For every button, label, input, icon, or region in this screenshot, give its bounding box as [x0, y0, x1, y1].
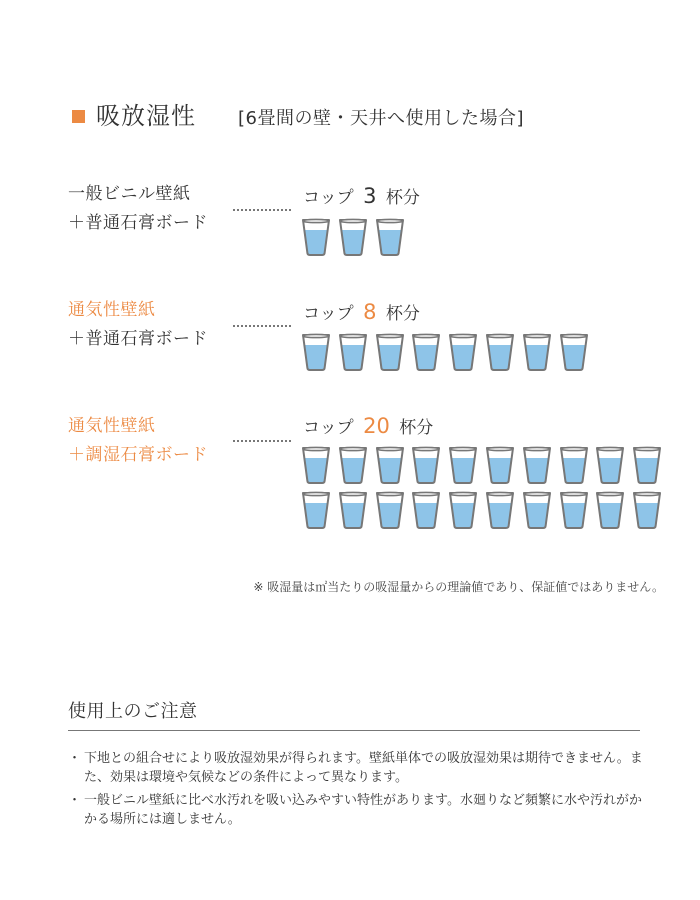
- cup-suffix: 杯分: [385, 304, 420, 324]
- cup-count-number: 8: [363, 300, 377, 324]
- water-glass-icon: [632, 491, 662, 529]
- cup-suffix: 杯分: [385, 188, 420, 208]
- row-label-line2: ＋調湿石膏ボード: [68, 445, 208, 465]
- water-glass-icon: [338, 446, 368, 484]
- row-label-2: [68, 296, 208, 354]
- water-glass-icon: [301, 491, 331, 529]
- cup-prefix: コップ: [303, 304, 354, 324]
- water-glass-icon: [522, 446, 552, 484]
- notes-heading: 使用上のご注意: [68, 701, 198, 722]
- row-label-3: [68, 412, 208, 470]
- bullet: ・: [68, 751, 82, 766]
- cup-count-number: 3: [363, 184, 377, 208]
- water-glass-icon: [522, 333, 552, 371]
- water-glass-icon: [375, 446, 405, 484]
- leader-dots: [233, 440, 291, 442]
- water-glass-icon: [375, 218, 405, 256]
- water-glass-icon: [522, 491, 552, 529]
- leader-dots: [233, 209, 291, 211]
- title-square-icon: [72, 110, 85, 123]
- row-label-line1: 通気性壁紙: [68, 300, 156, 320]
- water-glass-icon: [448, 333, 478, 371]
- cup-count-1: [303, 183, 420, 208]
- row-label-line1: 通気性壁紙: [68, 416, 156, 436]
- cup-count-2: [303, 299, 420, 324]
- bullet: ・: [68, 793, 82, 808]
- water-glass-icon: [375, 333, 405, 371]
- water-glass-icon: [301, 333, 331, 371]
- page-subtitle: [6畳間の壁・天井へ使用した場合]: [238, 108, 524, 129]
- note-text: 下地との組合せにより吸放湿効果が得られます。壁紙単体での吸放湿効果は期待できません。また、効果は環境や気候などの条件によって異なります。: [84, 751, 643, 785]
- water-glass-icon: [595, 446, 625, 484]
- footnote: ※ 吸湿量は㎡当たりの吸湿量からの理論値であり、保証値ではありません。: [253, 580, 664, 594]
- row-label-line1: 一般ビニル壁紙: [68, 184, 191, 204]
- note-text: 一般ビニル壁紙に比べ水汚れを吸い込みやすい特性があります。水廻りなど頻繁に水や汚れがかかる場所には適しません。: [84, 793, 642, 827]
- water-glass-icon: [559, 446, 589, 484]
- water-glass-icon: [301, 218, 331, 256]
- water-glass-icon: [375, 491, 405, 529]
- water-glass-icon: [485, 333, 515, 371]
- water-glass-icon: [559, 333, 589, 371]
- section-title: [72, 96, 524, 130]
- leader-dots: [233, 325, 291, 327]
- cup-count-3: [303, 413, 433, 438]
- water-glass-icon: [559, 491, 589, 529]
- water-glass-icon: [338, 218, 368, 256]
- water-glass-icon: [485, 491, 515, 529]
- water-glass-icon: [411, 446, 441, 484]
- notes-divider: [68, 730, 640, 731]
- note-item-1: [68, 749, 648, 787]
- row-label-1: [68, 180, 208, 238]
- water-glass-icon: [338, 491, 368, 529]
- water-glass-icon: [632, 446, 662, 484]
- water-glass-icon: [448, 491, 478, 529]
- cup-prefix: コップ: [303, 188, 354, 208]
- water-glass-icon: [485, 446, 515, 484]
- water-glass-icon: [595, 491, 625, 529]
- row-label-line2: ＋普通石膏ボード: [68, 213, 208, 233]
- water-glass-icon: [411, 491, 441, 529]
- cup-count-number: 20: [363, 414, 390, 438]
- note-item-2: [68, 791, 648, 829]
- water-glass-icon: [411, 333, 441, 371]
- row-label-line2: ＋普通石膏ボード: [68, 329, 208, 349]
- page-title: 吸放湿性: [96, 102, 196, 130]
- cup-suffix: 杯分: [399, 418, 434, 438]
- water-glass-icon: [448, 446, 478, 484]
- water-glass-icon: [338, 333, 368, 371]
- cup-prefix: コップ: [303, 418, 354, 438]
- water-glass-icon: [301, 446, 331, 484]
